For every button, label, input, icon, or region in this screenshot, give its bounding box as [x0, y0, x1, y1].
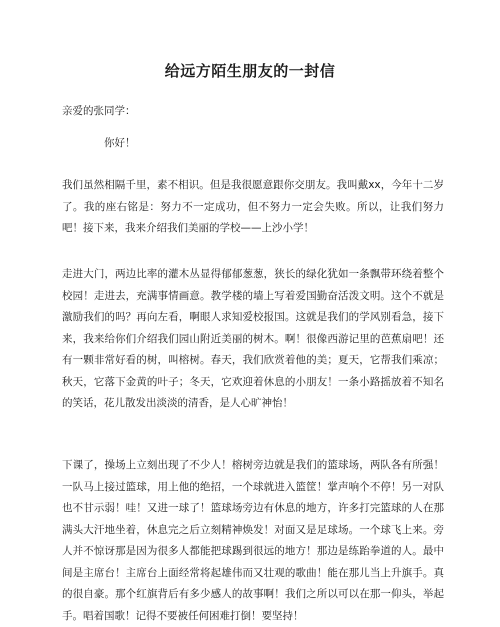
greeting: 你好！ — [104, 137, 136, 149]
letter-title: 给远方陌生朋友的一封信 — [164, 62, 336, 80]
paragraph-playground: 下课了，操场上立刻出现了不少人！榕树旁边就是我们的篮球场，两队各有所强！一队马上接过篮球，用上他的绝招，一个球就进入篮筐！掌声响个不停！另一对队也不甘示弱！哇！又进一球了！篮球场旁边有休息的地方，许多打完篮球的人在那满头大汗地坐着，休息完之后立刻精神焕发！对面又是足球场。一个球飞上来。旁人并不惊讶那是因为很多人都能把球踢到很远的地方！那边是练跆拳道的人。最中间是主席台！主席台上面经常将起雄伟而又壮观的歌曲！能在那儿当上升旗手。真的很自豪。那个红旗背后有多少感人的故事啊！我们之所以可以在那一仰头，举起手。唱着国歌！记得不要被任何困难打倒！要坚持！ — [62, 459, 444, 622]
salutation: 亲爱的张同学： — [62, 105, 136, 117]
paragraph-intro: 我们虽然相隔千里，素不相识。但是我很愿意跟你交朋友。我叫戴xx，今年十二岁了。我的座右铭是：努力不一定成功，但不努力一定会失败。所以，让我们努力吧！接下来，我来介绍我们美丽的学校——上沙小学！ — [62, 179, 444, 234]
paragraph-campus: 走进大门，两边比率的灌木丛显得郁郁葱葱，狭长的绿化犹如一条飘带环绕着整个校园！走进去，充满事情画意。教学楼的墙上写着爱国勤奋活泼文明。这个不就是激励我们的吗？再向左看，啊眼人求知爱校报国。这就是我们的学风别看急，接下来，我来给你们介绍我们园山附近美丽的树木。啊！很像西游记里的芭蕉扇吧！还有一颗非常好看的树，叫榕树。春天，我们欣赏着他的美；夏天，它帮我们乘凉；秋天，它落下金黄的叶子；冬天，它欢迎着休息的小朋友！一条小路摇放着不知名的笑话，花儿散发出淡淡的清香，是人心旷神怡！ — [62, 268, 444, 409]
